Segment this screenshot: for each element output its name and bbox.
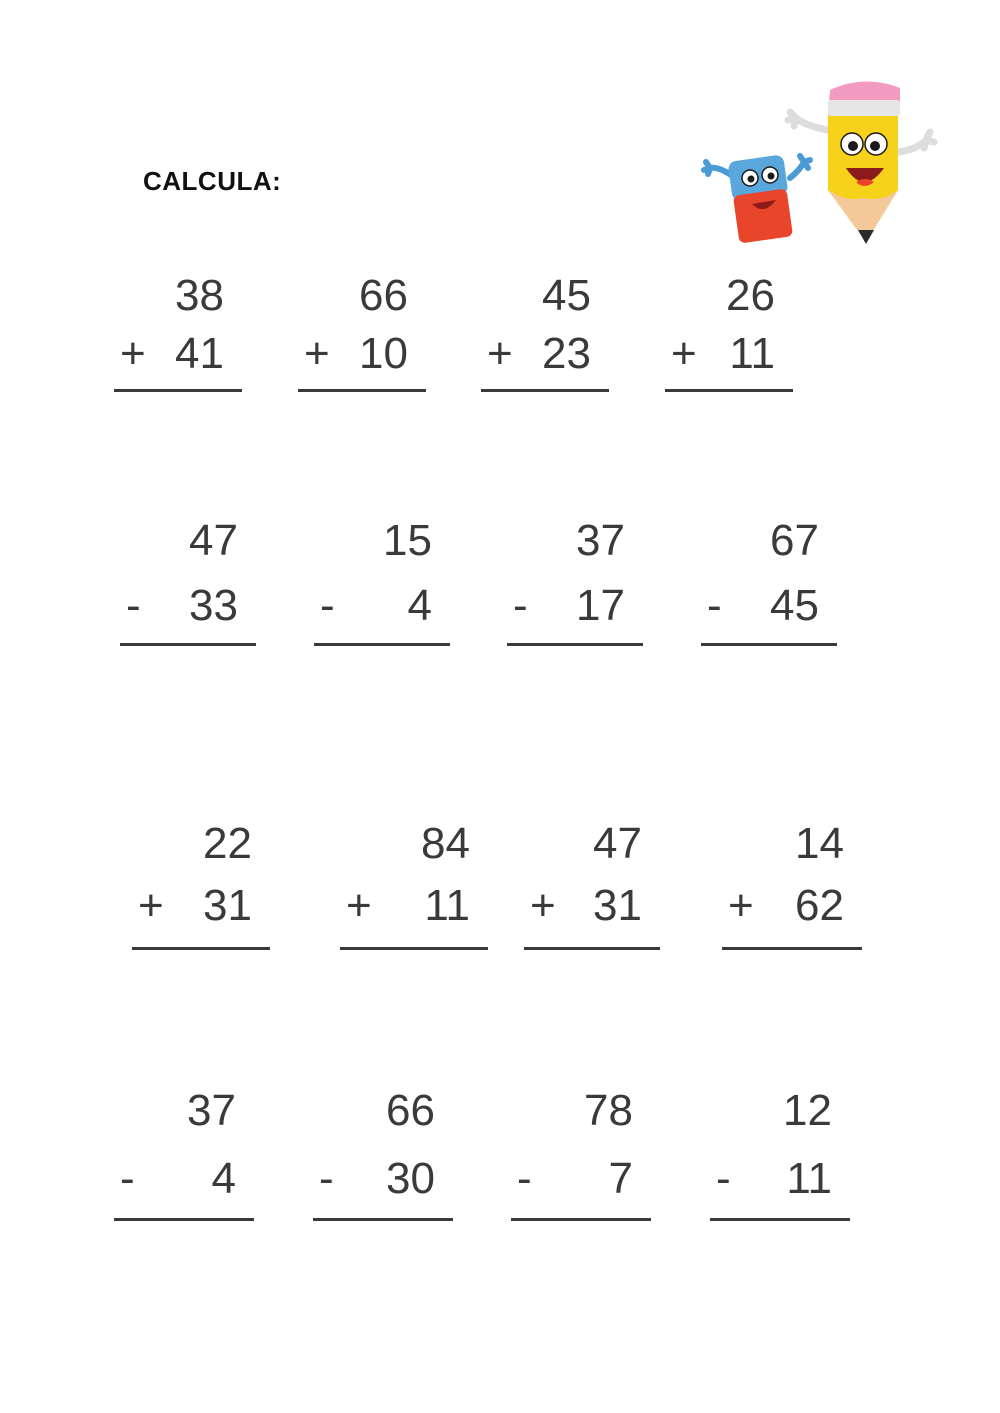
- bottom-operand: 7: [608, 1154, 633, 1203]
- minus-sign: -: [319, 1154, 334, 1203]
- plus-sign: +: [304, 329, 330, 378]
- top-operand: 37: [187, 1086, 236, 1135]
- answer-line: [511, 1218, 651, 1221]
- bottom-operand: 23: [542, 329, 591, 378]
- worksheet-title: CALCULA:: [143, 166, 282, 196]
- top-operand: 78: [584, 1086, 633, 1135]
- top-operand: 14: [795, 819, 844, 868]
- bottom-operand: 62: [795, 881, 844, 930]
- answer-line: [665, 389, 793, 392]
- answer-line: [120, 643, 256, 646]
- top-operand: 47: [189, 516, 238, 565]
- minus-sign: -: [126, 581, 141, 630]
- top-operand: 38: [175, 271, 224, 320]
- bottom-operand: 4: [211, 1154, 236, 1203]
- plus-sign: +: [138, 881, 164, 930]
- minus-sign: -: [707, 581, 722, 630]
- top-operand: 45: [542, 271, 591, 320]
- bottom-operand: 17: [576, 581, 625, 630]
- top-operand: 37: [576, 516, 625, 565]
- top-operand: 47: [593, 819, 642, 868]
- answer-line: [132, 947, 270, 950]
- answer-line: [313, 1218, 453, 1221]
- plus-sign: +: [487, 329, 513, 378]
- top-operand: 15: [383, 516, 432, 565]
- minus-sign: -: [120, 1154, 135, 1203]
- answer-line: [524, 947, 660, 950]
- answer-line: [314, 643, 450, 646]
- bottom-operand: 30: [386, 1154, 435, 1203]
- minus-sign: -: [716, 1154, 731, 1203]
- plus-sign: +: [530, 881, 556, 930]
- bottom-operand: 11: [729, 329, 775, 378]
- bottom-operand: 11: [786, 1154, 832, 1203]
- bottom-operand: 11: [424, 881, 470, 930]
- bottom-operand: 33: [189, 581, 238, 630]
- plus-sign: +: [671, 329, 697, 378]
- bottom-operand: 41: [175, 329, 224, 378]
- minus-sign: -: [517, 1154, 532, 1203]
- answer-line: [481, 389, 609, 392]
- bottom-operand: 31: [203, 881, 252, 930]
- answer-line: [340, 947, 488, 950]
- plus-sign: +: [346, 881, 372, 930]
- top-operand: 67: [770, 516, 819, 565]
- top-operand: 66: [359, 271, 408, 320]
- minus-sign: -: [513, 581, 528, 630]
- eraser-character-icon: [704, 154, 810, 243]
- answer-line: [710, 1218, 850, 1221]
- plus-sign: +: [120, 329, 146, 378]
- top-operand: 84: [421, 819, 470, 868]
- bottom-operand: 45: [770, 581, 819, 630]
- minus-sign: -: [320, 581, 335, 630]
- bottom-operand: 4: [407, 581, 432, 630]
- answer-line: [298, 389, 426, 392]
- bottom-operand: 10: [359, 329, 408, 378]
- top-operand: 66: [386, 1086, 435, 1135]
- top-operand: 12: [783, 1086, 832, 1135]
- answer-line: [114, 1218, 254, 1221]
- plus-sign: +: [728, 881, 754, 930]
- top-operand: 22: [203, 819, 252, 868]
- answer-line: [722, 947, 862, 950]
- answer-line: [507, 643, 643, 646]
- answer-line: [114, 389, 242, 392]
- answer-line: [701, 643, 837, 646]
- bottom-operand: 31: [593, 881, 642, 930]
- top-operand: 26: [726, 271, 775, 320]
- school-characters-illustration: [700, 70, 940, 250]
